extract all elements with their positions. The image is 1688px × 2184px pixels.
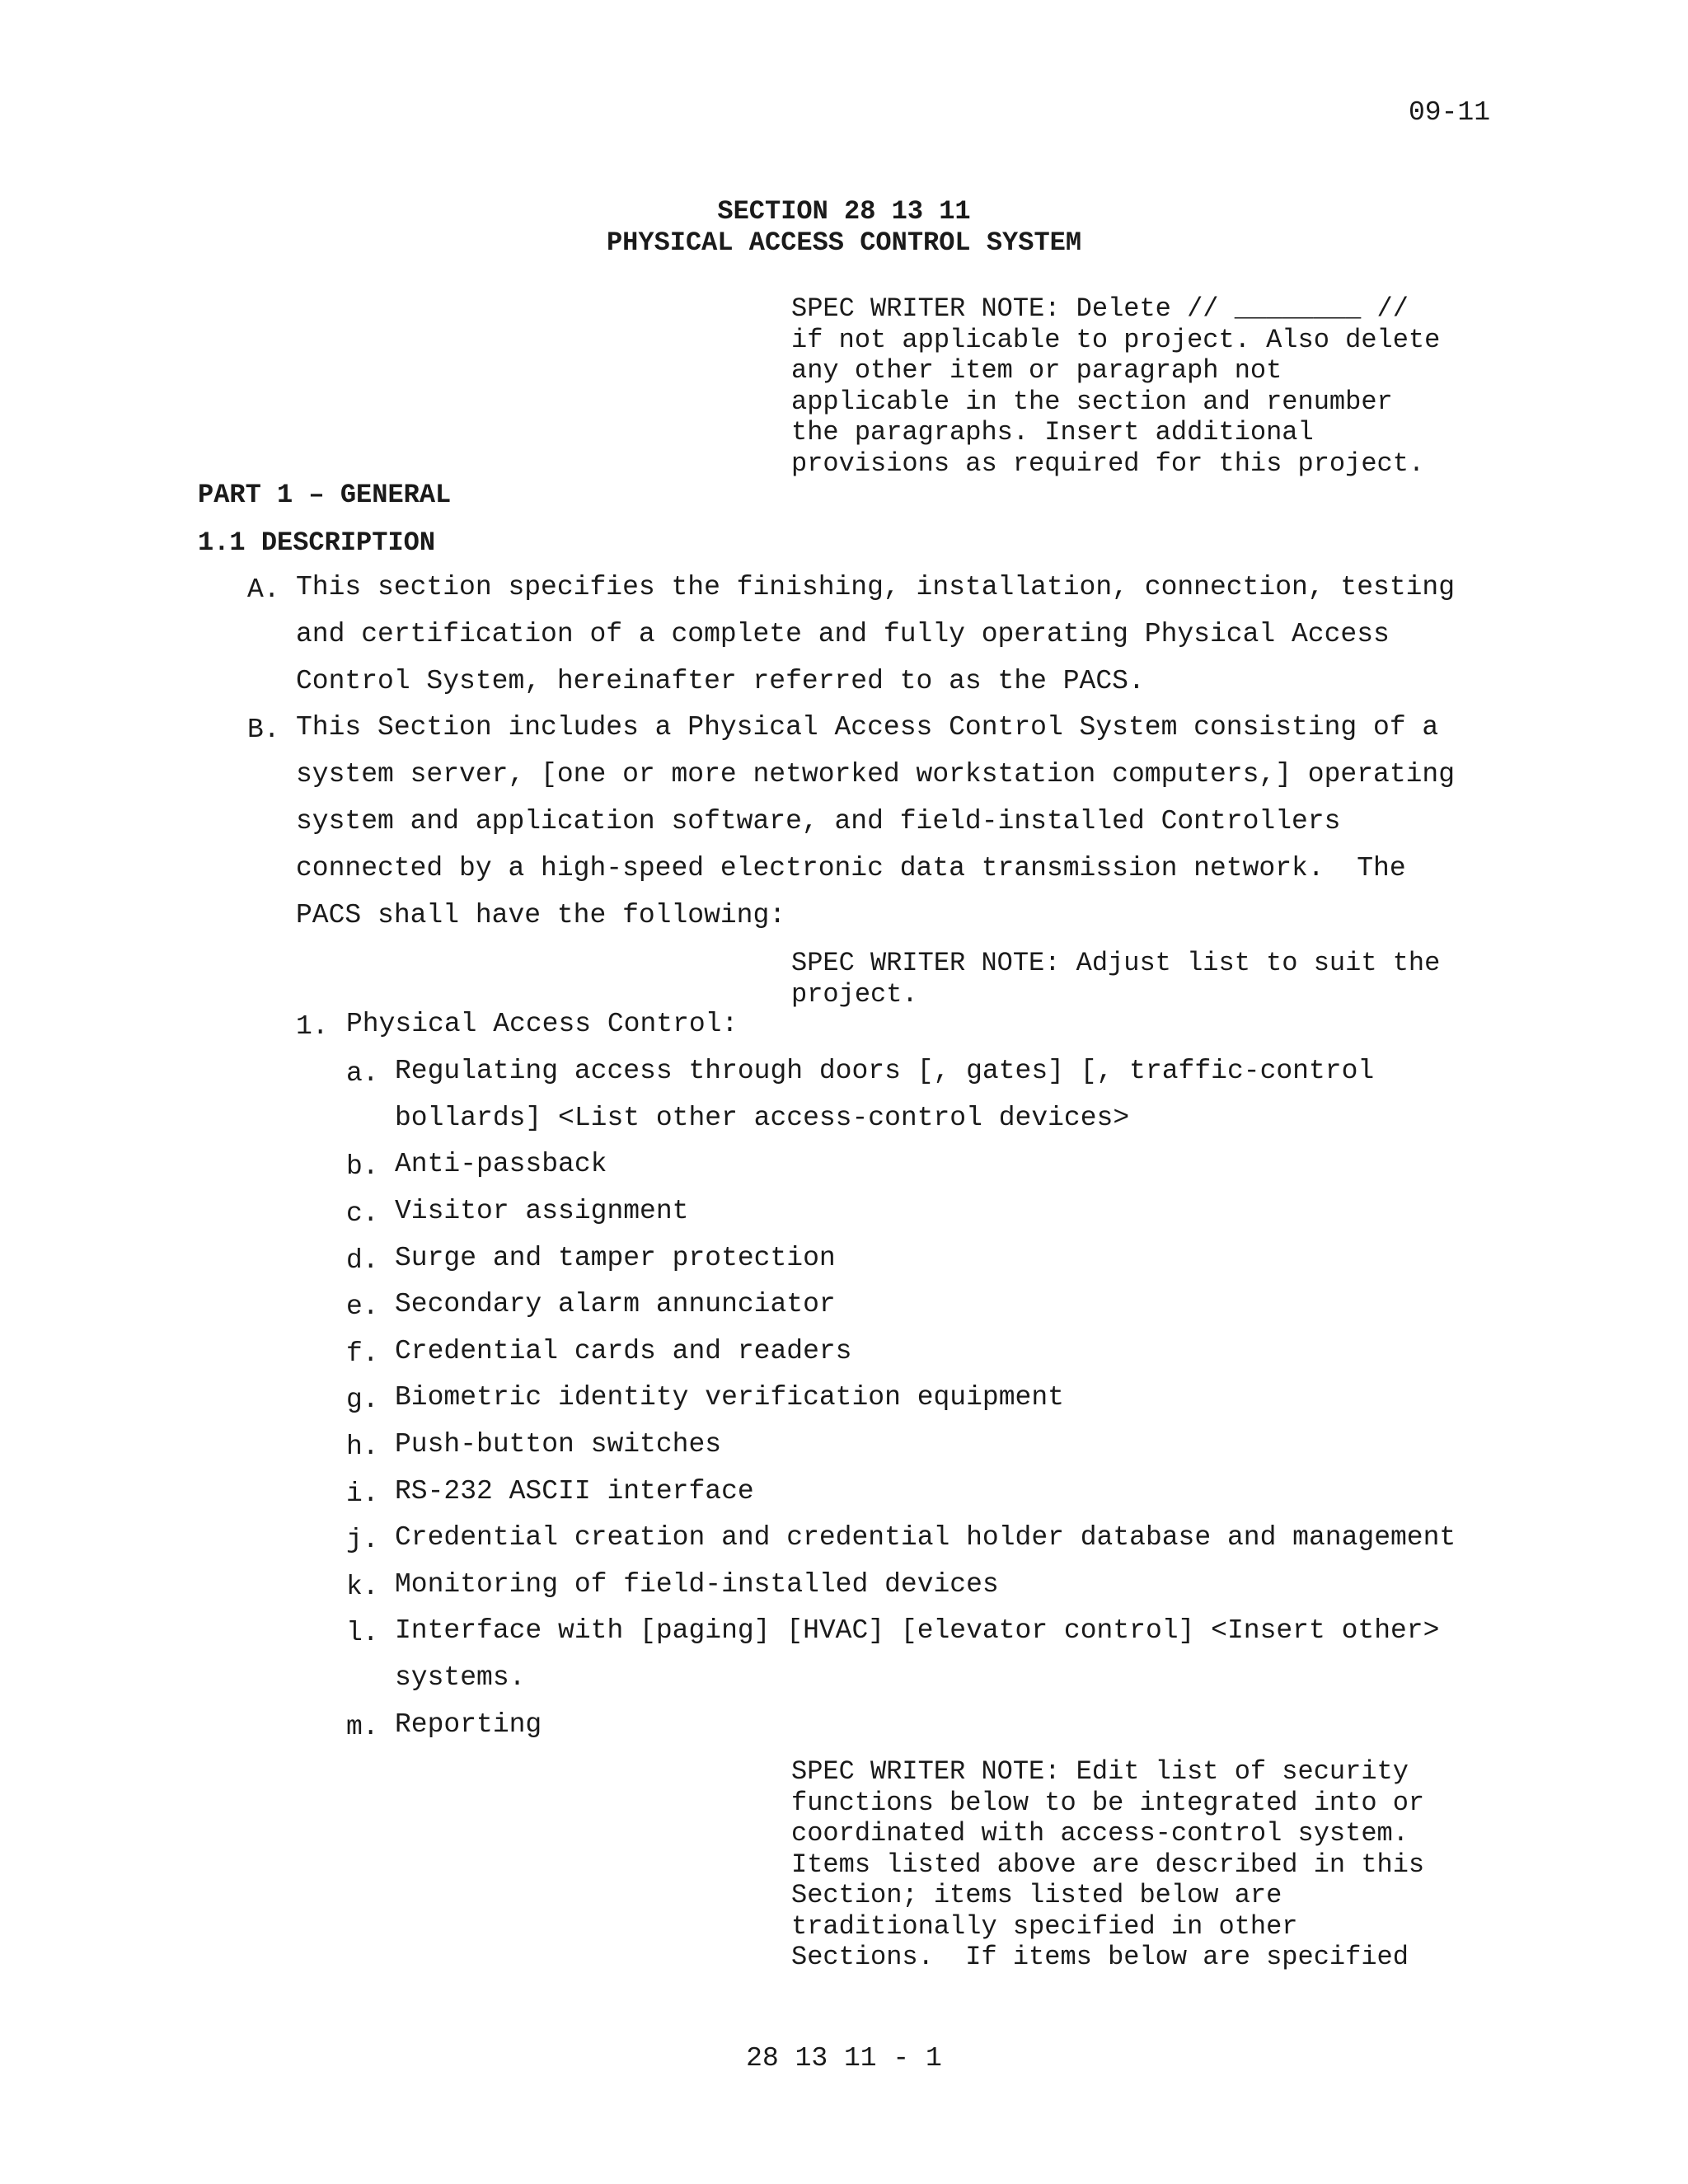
item-1-text: Physical Access Control: [346, 1009, 738, 1039]
list-item-text: Credential cards and readers [395, 1336, 852, 1366]
item-1-marker: 1. [296, 1011, 329, 1042]
list-item-marker: m. [346, 1712, 379, 1742]
spec-writer-note-2: SPEC WRITER NOTE: Adjust list to suit the project. [791, 948, 1441, 1010]
list-item-text: Anti-passback [395, 1149, 607, 1179]
page-number-footer: 28 13 11 - 1 [746, 2043, 942, 2074]
list-item-text: Push-button switches [395, 1429, 722, 1460]
list-item-marker: a. [346, 1058, 379, 1089]
list-item-marker: e. [346, 1291, 379, 1322]
list-item-marker: b. [346, 1151, 379, 1182]
page-code: 09-11 [1409, 97, 1491, 128]
list-item-marker: h. [346, 1432, 379, 1462]
list-item-text: Interface with [paging] [HVAC] [elevator control] <Insert other> systems. [395, 1615, 1440, 1693]
spec-writer-note-3: SPEC WRITER NOTE: Edit list of security functions below to be integrated into or coordinated with access-control system. Items listed above are described in this Section; items listed below are traditionally specified in other Sections. If items below are specified [791, 1756, 1425, 1972]
list-item-text: Monitoring of field-installed devices [395, 1569, 999, 1600]
section-1-1-heading: 1.1 DESCRIPTION [198, 527, 436, 558]
list-item-marker: k. [346, 1572, 379, 1602]
para-b-text: This Section includes a Physical Access Control System consisting of a system server, [one or more networked workstation computers,] operating system and application software, and field-installed Controllers connected by a high-speed electronic data transmission network. The PACS shall have the following: [296, 712, 1456, 930]
list-item-text: Secondary alarm annunciator [395, 1289, 836, 1319]
list-item-text: RS-232 ASCII interface [395, 1476, 754, 1507]
list-item-marker: d. [346, 1245, 379, 1276]
list-item-marker: i. [346, 1479, 379, 1509]
section-name-title: PHYSICAL ACCESS CONTROL SYSTEM [606, 227, 1082, 258]
part-1-heading: PART 1 – GENERAL [198, 480, 452, 510]
list-item-marker: f. [346, 1338, 379, 1369]
list-item-text: Credential creation and credential holder database and management [395, 1522, 1456, 1553]
list-item-text: Reporting [395, 1709, 542, 1740]
para-a-text: This section specifies the finishing, installation, connection, testing and certification of a complete and fully operating Physical Access Control System, hereinafter referred to as the PACS. [296, 572, 1456, 696]
spec-writer-note-1: SPEC WRITER NOTE: Delete // ________ // if not applicable to project. Also delete any other item or paragraph not applicable in the section and renumber the paragraphs. Insert additional provisions as required for this project. [791, 293, 1441, 479]
list-item-text: Visitor assignment [395, 1196, 689, 1226]
section-number-title: SECTION 28 13 11 [717, 196, 971, 227]
para-b-marker: B. [247, 715, 280, 745]
list-item-text: Biometric identity verification equipment [395, 1382, 1064, 1413]
list-item-marker: c. [346, 1198, 379, 1229]
list-item-text: Surge and tamper protection [395, 1243, 836, 1273]
list-item-marker: g. [346, 1385, 379, 1415]
list-item-marker: j. [346, 1525, 379, 1555]
list-item-text: Regulating access through doors [, gates] [, traffic-control bollards] <List other access-control devices> [395, 1056, 1375, 1133]
para-a-marker: A. [247, 574, 280, 605]
list-item-marker: l. [346, 1618, 379, 1648]
